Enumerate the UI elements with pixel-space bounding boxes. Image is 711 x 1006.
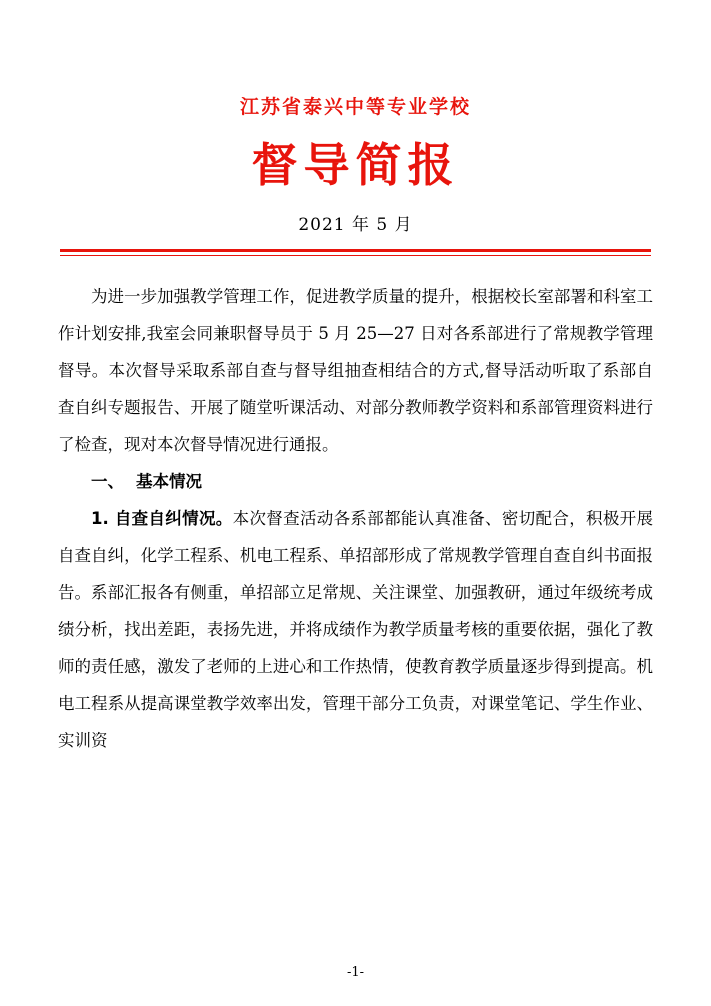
divider-thin-line (60, 255, 651, 256)
item-1-lead: 1. 自查自纠情况。 (91, 509, 233, 529)
section-heading (58, 463, 653, 500)
masthead-divider (58, 249, 653, 256)
school-name: 江苏省泰兴中等专业学校 (239, 96, 471, 118)
issue-date: 2021 年 5 月 (298, 215, 413, 236)
item-1-text: 本次督查活动各系部都能认真准备、密切配合，积极开展自查自纠，化学工程系、机电工程系、单招部形成了常规教学管理自查自纠书面报告。系部汇报各有侧重，单招部立足常规、关注课堂、加强教研，通过年级统考成绩分析，找出差距，表扬先进，并将成绩作为教学质量考核的重要依据，强化了教师的责任感，激发了老师的上进心和工作热情，使教育教学质量逐步得到提高。机电工程系从提高课堂教学效率出发，管理干部分工负责，对课堂笔记、学生作业、实训资 (58, 509, 653, 751)
divider-thick-line (60, 249, 651, 252)
intro-paragraph: 为进一步加强教学管理工作，促进教学质量的提升，根据校长室部署和科室工作计划安排,我室会同兼职督导员于 5 月 25—27 日对各系部进行了常规教学管理督导。本次督导采取系部自查与督导组抽查相结合的方式,督导活动听取了系部自查自纠专题报告、开展了随堂听课活动、对部分教师教学资料和系部管理资料进行了检查，现对本次督导情况进行通报。 (58, 287, 653, 455)
item-1-paragraph (58, 500, 653, 759)
page-title: 督导简报 (251, 137, 460, 192)
section-heading-number: 一、 (91, 472, 124, 492)
page-number: -1- (346, 965, 365, 980)
masthead (58, 0, 653, 235)
document-body (58, 278, 653, 759)
section-heading-text: 基本情况 (136, 472, 202, 492)
